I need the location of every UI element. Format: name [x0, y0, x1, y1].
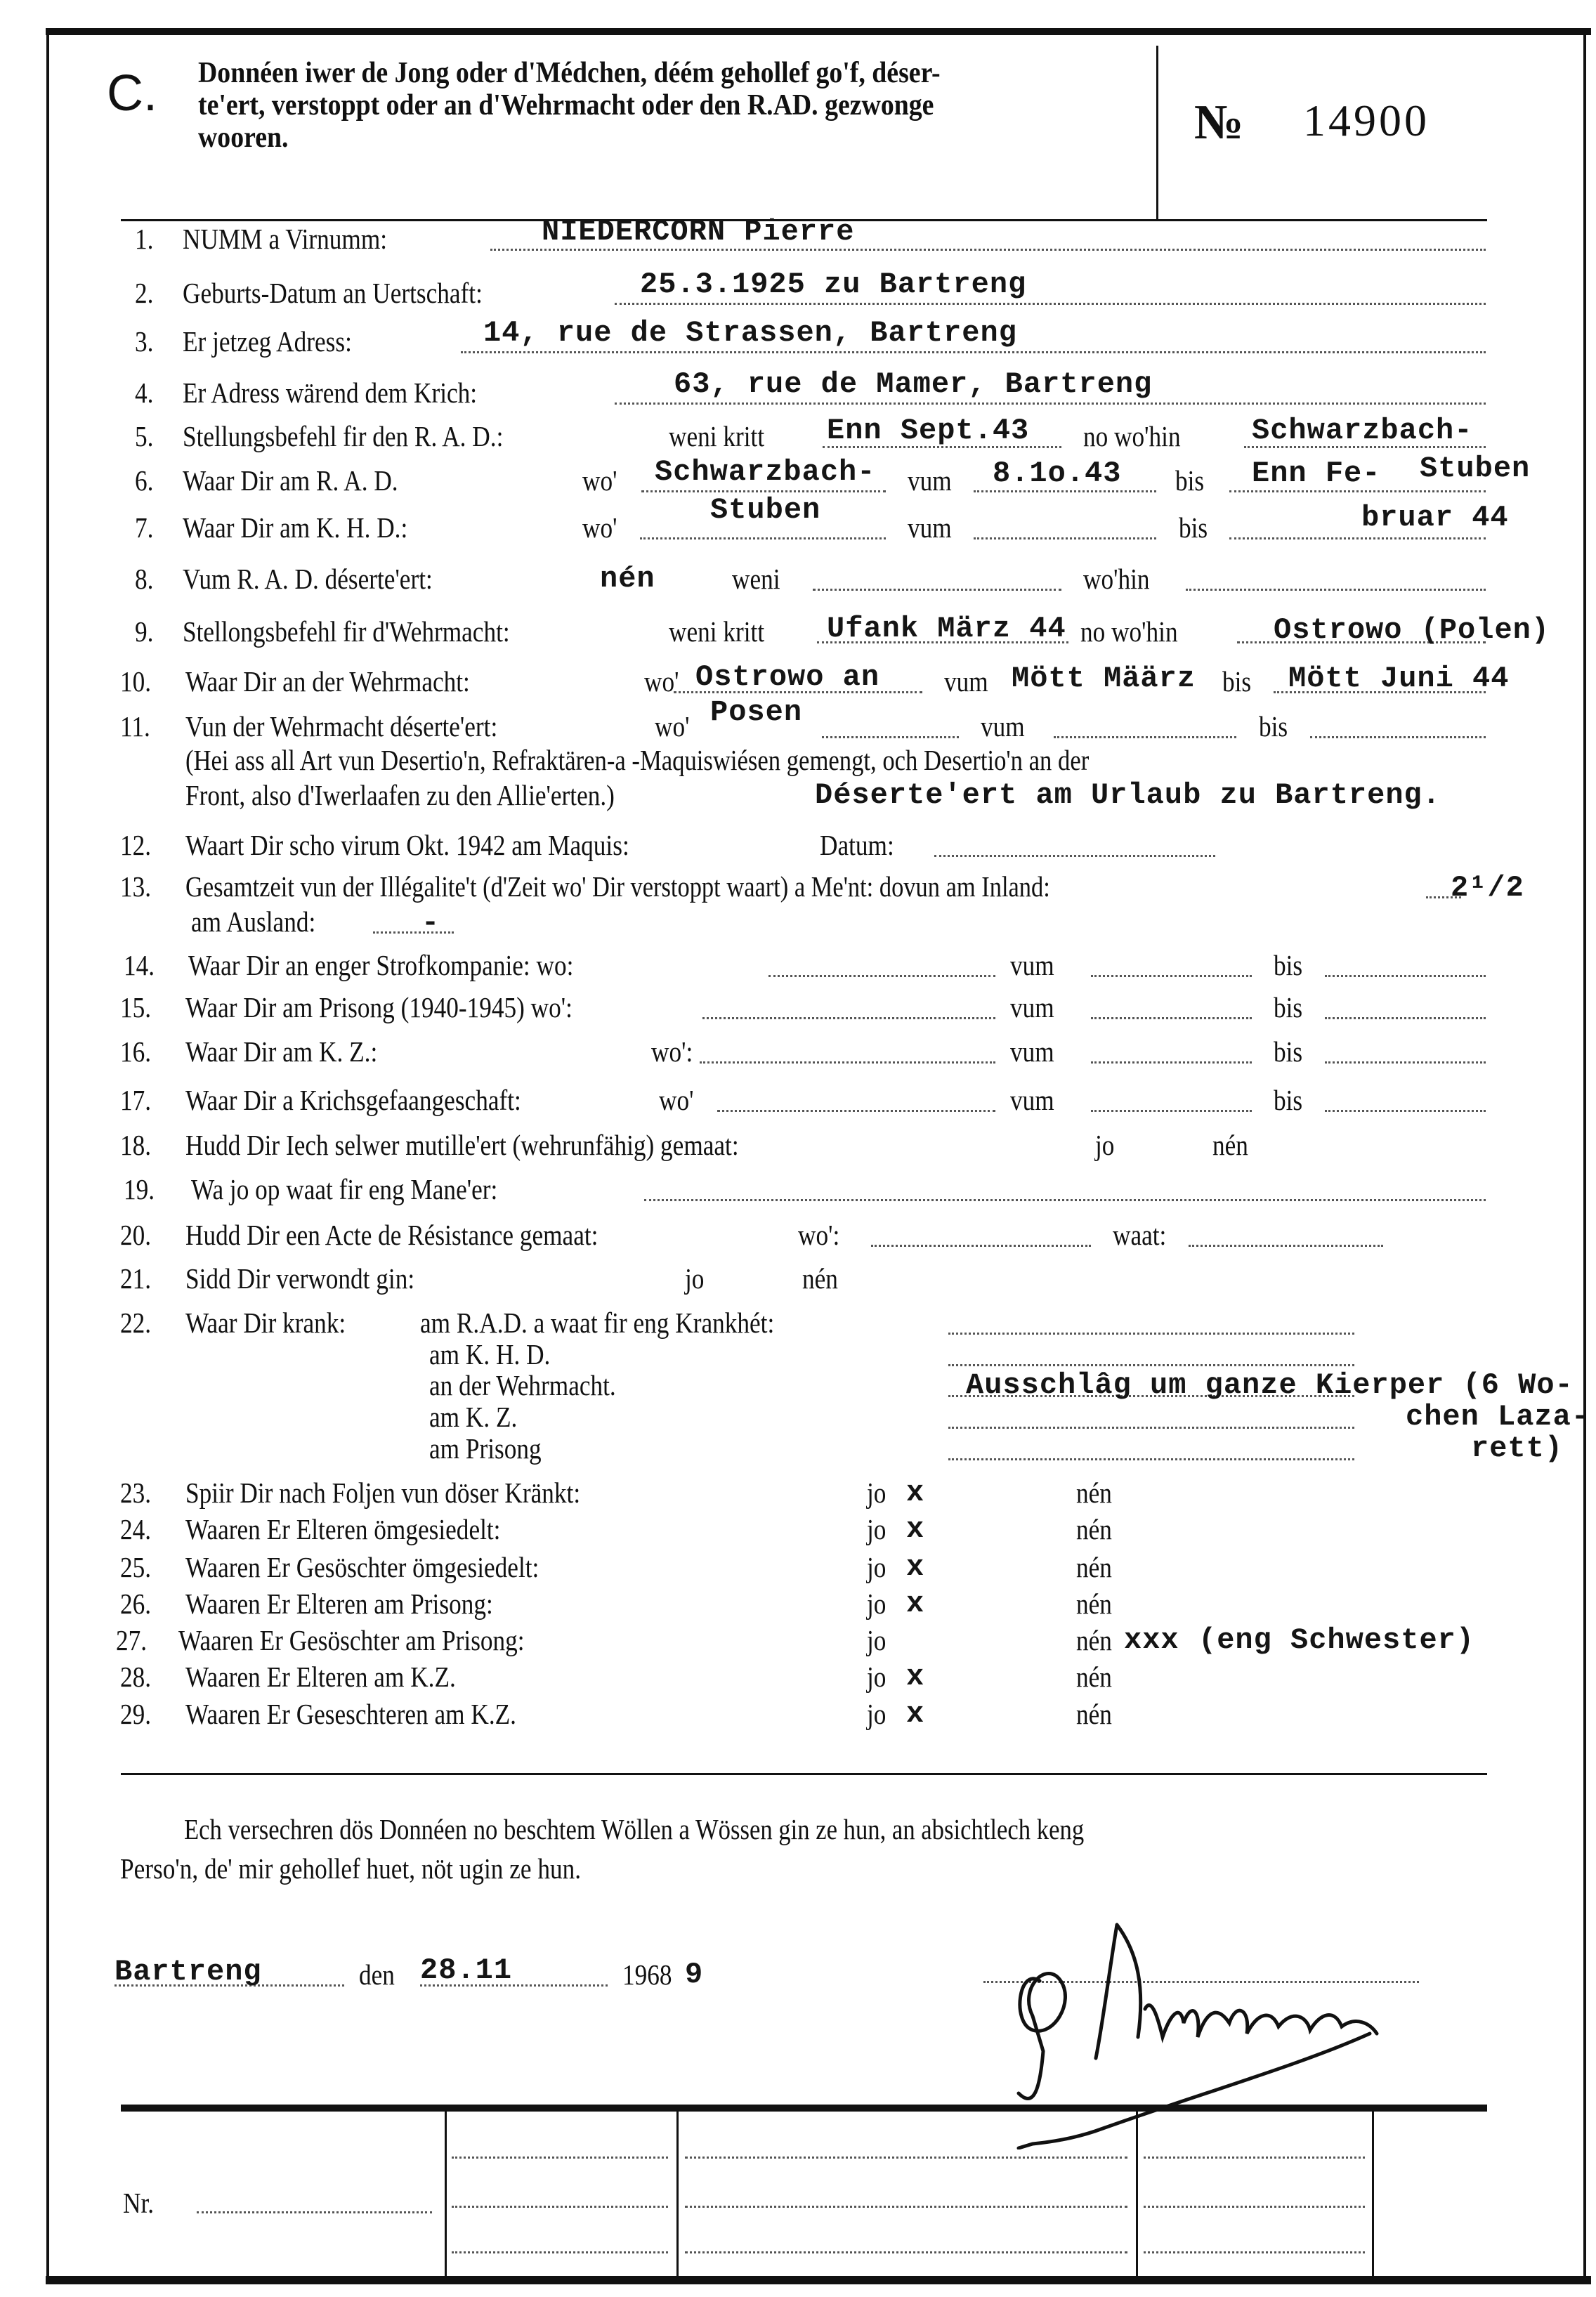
when-value: Enn Sept.43	[827, 414, 1030, 447]
item-number: 13.	[120, 870, 152, 903]
item-label: Waar Dir am R. A. D.	[183, 464, 398, 497]
item-number: 27.	[116, 1624, 148, 1656]
abroad-field[interactable]	[373, 906, 454, 934]
from-label: vum	[908, 464, 952, 497]
form-number: 14900	[1303, 96, 1430, 145]
no-option[interactable]: nén	[1076, 1661, 1112, 1693]
header-title-line-1: Donnéen iwer de Jong oder d'Médchen, déém gehollef go'f, déser-	[198, 57, 941, 89]
item-24	[0, 1514, 1596, 1550]
from-value: 8.1o.43	[993, 457, 1122, 490]
sub-label: am K. H. D.	[429, 1338, 551, 1370]
when-field[interactable]	[813, 561, 1061, 591]
item-number: 19.	[124, 1173, 155, 1205]
item-18	[0, 1127, 1596, 1163]
where-field[interactable]	[700, 1033, 995, 1064]
bottom-border	[46, 2276, 1591, 2284]
where-label: wo':	[798, 1219, 840, 1251]
item-14	[0, 947, 1596, 983]
no-option[interactable]: nén	[1076, 1513, 1112, 1545]
item-number: 5.	[135, 420, 154, 452]
item-number: 14.	[124, 949, 155, 981]
to-field[interactable]	[1325, 989, 1486, 1019]
name-value: NIEDERCORN Pierre	[542, 215, 855, 249]
item-number: 6.	[135, 464, 154, 497]
item-label: Waaren Er Elteren am K.Z.	[185, 1661, 456, 1693]
what-field[interactable]	[1189, 1217, 1383, 1247]
from-field[interactable]	[1091, 989, 1252, 1019]
item-label: Gesamtzeit vun der Illégalite't (d'Zeit wo' Dir verstoppt waart) a Me'nt: dovun am Inland:	[185, 870, 1050, 903]
item-number: 26.	[120, 1588, 152, 1620]
manner-field[interactable]	[644, 1171, 1486, 1201]
item-number: 4.	[135, 377, 154, 409]
item-number: 16.	[120, 1035, 152, 1068]
where-label: wo'	[582, 511, 617, 544]
item-number: 2.	[135, 277, 154, 309]
table-col-divider	[445, 2110, 447, 2276]
where-value: Schwarzbach-	[655, 455, 876, 489]
item-number: 24.	[120, 1513, 152, 1545]
item-13	[0, 871, 1596, 908]
when-label: weni kritt	[669, 615, 765, 648]
date-label: Datum:	[820, 829, 894, 861]
item-label: Waaren Er Geseschteren am K.Z.	[185, 1698, 516, 1730]
item-number: 7.	[135, 511, 154, 544]
from-label: vum	[1010, 1035, 1054, 1068]
item-label: Waar Dir am K. Z.:	[185, 1035, 378, 1068]
to-field[interactable]	[1310, 711, 1486, 738]
nr-label: Nr.	[123, 2187, 155, 2219]
from-field[interactable]	[974, 509, 1156, 539]
item-number: 25.	[120, 1551, 152, 1583]
date-value: 28.11	[420, 1954, 513, 1987]
from-label: vum	[1010, 949, 1054, 981]
abroad-label: am Ausland:	[191, 905, 316, 938]
yes-strike-mark: x	[906, 1697, 925, 1731]
section-letter: C.	[107, 65, 157, 122]
item-7	[0, 501, 1596, 546]
item-25	[0, 1552, 1596, 1588]
to-label: bis	[1179, 511, 1208, 544]
table-top-rule	[121, 2105, 1487, 2112]
from-field[interactable]	[1091, 1033, 1252, 1064]
from-value: Mött Määrz	[1012, 662, 1196, 695]
sub-label: am K. Z.	[429, 1401, 518, 1433]
where-label: wo'	[659, 1084, 694, 1116]
illness-value: Ausschlâg um ganze Kierper (6 Wo-	[966, 1368, 1574, 1402]
item-label: Waar Dir am K. H. D.:	[183, 511, 408, 544]
item-label: Hudd Dir een Acte de Résistance gemaat:	[185, 1219, 598, 1251]
item-number: 3.	[135, 325, 154, 358]
item-label: Spiir Dir nach Foljen vun döser Kränkt:	[185, 1477, 581, 1509]
from-field[interactable]	[1091, 1082, 1252, 1112]
item-27	[0, 1625, 1596, 1661]
no-option[interactable]: nén	[1076, 1624, 1112, 1656]
item-label: Waaren Er Elteren am Prisong:	[185, 1588, 493, 1620]
to-label: bis	[1274, 991, 1303, 1023]
header-title-line-2: te'ert, verstoppt oder an d'Wehrmacht oder den R.AD. gezwonge	[198, 89, 934, 122]
item-number: 10.	[120, 665, 152, 698]
yes-option[interactable]: jo	[867, 1477, 887, 1509]
item-2	[0, 268, 1596, 311]
item-number: 1.	[135, 223, 154, 255]
where-field[interactable]	[871, 1217, 1091, 1247]
where-value-continued: Posen	[710, 695, 803, 729]
yes-option[interactable]: jo	[685, 1262, 705, 1295]
item-19	[0, 1171, 1596, 1208]
note-value: (eng Schwester)	[1198, 1623, 1475, 1657]
item-label: Waaren Er Elteren ömgesiedelt:	[185, 1513, 501, 1545]
item-number: 21.	[120, 1262, 152, 1295]
from-field[interactable]	[1054, 711, 1236, 738]
item-number: 15.	[120, 991, 152, 1023]
item-11-note-2	[0, 780, 1596, 816]
where-value: Schwarzbach-	[1252, 414, 1473, 447]
to-label: bis	[1175, 464, 1205, 497]
yes-option[interactable]: jo	[867, 1551, 887, 1583]
from-label: vum	[1010, 991, 1054, 1023]
item-1	[0, 215, 1596, 257]
no-option[interactable]: nén	[1076, 1551, 1112, 1583]
item-label: Waar Dir a Krichsgefaangeschaft:	[185, 1084, 521, 1116]
item-label: Vum R. A. D. déserte'ert:	[183, 563, 433, 595]
war-address-value: 63, rue de Mamer, Bartreng	[674, 367, 1153, 401]
no-option[interactable]: nén	[802, 1262, 838, 1295]
item-label: Hudd Dir Iech selwer mutille'ert (wehrunfähig) gemaat:	[185, 1129, 739, 1161]
den-label: den	[359, 1958, 395, 1991]
where-field[interactable]	[768, 947, 995, 977]
year-correction: 9	[685, 1958, 704, 1991]
no-option[interactable]: nén	[1076, 1588, 1112, 1620]
item-label: Er jetzeg Adress:	[183, 325, 352, 358]
table-col-divider	[1136, 2110, 1138, 2276]
where-label: no wo'hin	[1080, 615, 1178, 648]
where-field[interactable]	[717, 1082, 995, 1112]
item-label: Wa jo op waat fir eng Mane'er:	[191, 1173, 498, 1205]
item-label: Waar Dir an der Wehrmacht:	[185, 665, 470, 698]
item-label: NUMM a Virnumm:	[183, 223, 388, 255]
where-value-continued: Stuben	[710, 493, 821, 527]
yes-strike-mark: x	[906, 1587, 925, 1621]
table-cell-field[interactable]	[1144, 2178, 1365, 2208]
note-line-1: (Hei ass all Art vun Desertio'n, Refraktären-a -Maquiswiésen gemengt, och Desertio'n an der	[185, 744, 1090, 776]
item-number: 22.	[120, 1307, 152, 1339]
item-number: 9.	[135, 615, 154, 648]
item-16	[0, 1033, 1596, 1070]
from-field[interactable]	[1091, 947, 1252, 977]
illness-value-continued-2: rett)	[1471, 1432, 1564, 1465]
illness-khd-field[interactable]	[948, 1339, 1354, 1366]
sub-label: am R.A.D. a waat fir eng Krankhét:	[420, 1307, 775, 1339]
illness-rad-field[interactable]	[948, 1307, 1354, 1335]
note-line-2: Front, also d'Iwerlaafen zu den Allie'erten.)	[185, 779, 615, 811]
item-22-prisong	[0, 1433, 1596, 1470]
item-11	[0, 711, 1596, 747]
yes-strike-mark: x	[906, 1550, 925, 1584]
header-divider	[1156, 46, 1158, 221]
yes-strike-mark: x	[906, 1660, 925, 1694]
to-label: bis	[1259, 710, 1288, 742]
to-value: Enn Fe-	[1252, 457, 1381, 490]
no-option[interactable]: nén	[1076, 1477, 1112, 1509]
from-label: vum	[981, 710, 1025, 742]
what-label: waat:	[1113, 1219, 1167, 1251]
yes-option[interactable]: jo	[867, 1588, 887, 1620]
item-number: 28.	[120, 1661, 152, 1693]
item-26	[0, 1588, 1596, 1625]
item-17	[0, 1082, 1596, 1118]
item-number: 12.	[120, 829, 152, 861]
item-11-note	[0, 745, 1596, 781]
where-value: Ostrowo (Polen)	[1274, 613, 1550, 647]
table-cell-field[interactable]	[452, 2223, 668, 2253]
from-label: vum	[944, 665, 988, 698]
where-label: wo'	[644, 665, 679, 698]
where-field[interactable]	[1186, 561, 1486, 591]
declaration-line-1: Ech versechren dös Donnéen no beschtem Wöllen a Wössen gin ze hun, an absichtlech keng	[184, 1813, 1085, 1845]
item-4	[0, 367, 1596, 411]
item-label: Waart Dir scho virum Okt. 1942 am Maquis:	[185, 829, 629, 861]
to-value: Mött Juni 44	[1288, 662, 1510, 695]
yes-strike-mark: x	[906, 1476, 925, 1510]
illness-value-continued: chen Laza-	[1406, 1400, 1590, 1434]
no-strike-mark: xxx	[1124, 1623, 1179, 1657]
inland-value: 2¹/2	[1451, 871, 1524, 905]
item-label: Er Adress wärend dem Krich:	[183, 377, 478, 409]
item-label: Stellungsbefehl fir den R. A. D.:	[183, 420, 504, 452]
where-label: wo'hin	[1083, 563, 1150, 595]
item-13-abroad	[0, 906, 1596, 943]
place-value: Bartreng	[115, 1955, 262, 1989]
table-cell-field[interactable]	[452, 2128, 668, 2159]
to-label: bis	[1222, 665, 1252, 698]
declaration-line-2: Perso'n, de' mir gehollef huet, nöt ugin ze hun.	[120, 1852, 582, 1885]
when-label: weni	[732, 563, 780, 595]
table-cell-field[interactable]	[452, 2178, 668, 2208]
item-label: Vun der Wehrmacht déserte'ert:	[185, 710, 498, 742]
table-cell-field[interactable]	[1144, 2223, 1365, 2253]
illness-prisong-field[interactable]	[948, 1433, 1354, 1460]
abroad-value: -	[421, 906, 440, 940]
item-label: Waaren Er Gesöschter am Prisong:	[178, 1624, 525, 1656]
no-option[interactable]: nén	[1212, 1129, 1248, 1161]
when-value: Ufank März 44	[827, 612, 1066, 646]
table-col-divider	[1372, 2110, 1374, 2276]
section-rule	[121, 1773, 1487, 1775]
item-20	[0, 1217, 1596, 1253]
item-9	[0, 613, 1596, 650]
yes-option[interactable]: jo	[867, 1624, 887, 1656]
item-label: Waar Dir am Prisong (1940-1945) wo':	[185, 991, 573, 1023]
table-cell-field[interactable]	[685, 2128, 1127, 2159]
item-3	[0, 316, 1596, 360]
to-label: bis	[1274, 949, 1303, 981]
birth-value: 25.3.1925 zu Bartreng	[640, 268, 1027, 301]
item-number: 29.	[120, 1698, 152, 1730]
item-number: 8.	[135, 563, 154, 595]
where-label: wo'	[582, 464, 617, 497]
from-label: vum	[908, 511, 952, 544]
when-label: weni kritt	[669, 420, 765, 452]
nr-field[interactable]	[197, 2183, 432, 2213]
desertion-answer: Déserte'ert am Urlaub zu Bartreng.	[815, 778, 1441, 812]
item-number: 18.	[120, 1129, 152, 1161]
sub-label: an der Wehrmacht.	[429, 1369, 616, 1401]
to-field[interactable]	[1325, 1033, 1486, 1064]
to-field[interactable]	[1325, 947, 1486, 977]
to-label: bis	[1274, 1084, 1303, 1116]
item-label: Waar Dir krank:	[185, 1307, 346, 1339]
item-number: 11.	[120, 710, 150, 742]
illness-kz-field[interactable]	[948, 1401, 1354, 1429]
from-label: vum	[1010, 1084, 1054, 1116]
to-field[interactable]	[1325, 1082, 1486, 1112]
yes-option[interactable]: jo	[867, 1513, 887, 1545]
where-label: no wo'hin	[1083, 420, 1181, 452]
yes-option[interactable]: jo	[867, 1661, 887, 1693]
where-value-continued: Stuben	[1420, 452, 1531, 485]
item-label: Waar Dir an enger Strofkompanie: wo:	[188, 949, 574, 981]
item-29	[0, 1699, 1596, 1735]
number-sign: №	[1194, 96, 1244, 150]
item-label: Geburts-Datum an Uertschaft:	[183, 277, 483, 309]
item-label: Waaren Er Gesöschter ömgesiedelt:	[185, 1551, 539, 1583]
item-number: 20.	[120, 1219, 152, 1251]
item-15	[0, 989, 1596, 1026]
yes-option[interactable]: jo	[1095, 1129, 1115, 1161]
where-value: Ostrowo an	[695, 660, 880, 694]
item-6-to-value-continued: bruar 44	[1361, 501, 1509, 535]
item-label: Stellongsbefehl fir d'Wehrmacht:	[183, 615, 510, 648]
table-cell-field[interactable]	[685, 2178, 1127, 2208]
year-printed: 1968	[622, 1958, 672, 1991]
item-21	[0, 1260, 1596, 1297]
header-title-line-3: wooren.	[198, 122, 289, 154]
table-cell-field[interactable]	[685, 2223, 1127, 2253]
yes-option[interactable]: jo	[867, 1698, 887, 1730]
no-option[interactable]: nén	[1076, 1698, 1112, 1730]
item-label: Sidd Dir verwondt gin:	[185, 1262, 415, 1295]
item-number: 23.	[120, 1477, 152, 1509]
sub-label: am Prisong	[429, 1432, 542, 1465]
date-field[interactable]	[934, 827, 1215, 857]
where-label: wo':	[651, 1035, 693, 1068]
table-col-divider	[676, 2110, 679, 2276]
answer-value: nén	[600, 562, 655, 596]
top-border	[46, 28, 1591, 35]
table-cell-field[interactable]	[1144, 2128, 1365, 2159]
to-label: bis	[1274, 1035, 1303, 1068]
item-28	[0, 1661, 1596, 1698]
where-label: wo'	[655, 710, 690, 742]
address-value: 14, rue de Strassen, Bartreng	[483, 316, 1017, 350]
item-number: 17.	[120, 1084, 152, 1116]
where-field[interactable]	[822, 711, 959, 738]
where-field[interactable]	[702, 989, 995, 1019]
yes-strike-mark: x	[906, 1512, 925, 1546]
where-field[interactable]	[640, 509, 886, 539]
item-8	[0, 561, 1596, 597]
item-12	[0, 827, 1596, 863]
item-23	[0, 1477, 1596, 1514]
